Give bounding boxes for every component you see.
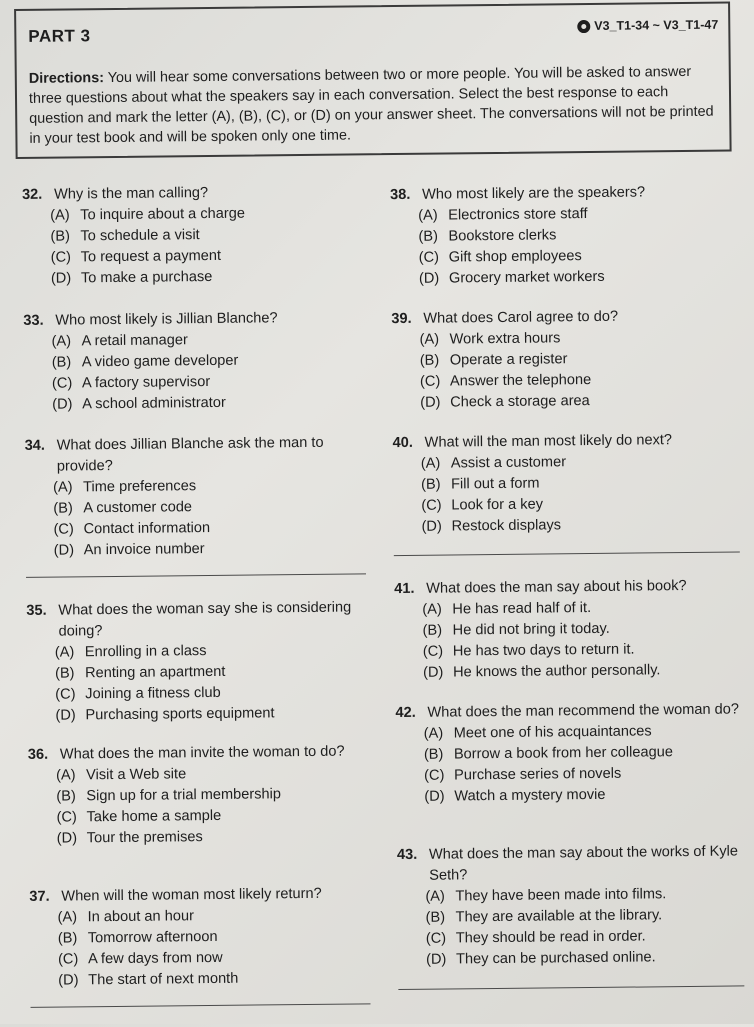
option-letter: (D) <box>425 951 447 968</box>
question-text: What does Jillian Blanche ask the man to provide? <box>56 434 324 475</box>
option-text: Tomorrow afternoon <box>87 928 218 947</box>
question-text: What does the man say about the works of Kyle Seth? <box>428 843 739 884</box>
option-d <box>58 968 323 992</box>
option-text: To make a purchase <box>80 268 213 287</box>
option-text: Purchasing sports equipment <box>85 705 275 724</box>
option-letter: (D) <box>418 270 440 287</box>
section-divider <box>26 573 366 578</box>
option-c <box>421 493 673 517</box>
option-text: A few days from now <box>87 949 223 968</box>
option-letter: (A) <box>420 455 441 472</box>
option-a <box>419 328 618 351</box>
option-text: They can be purchased online. <box>455 949 656 968</box>
option-text: They have been made into films. <box>455 886 667 905</box>
option-text: Watch a mystery movie <box>454 786 606 805</box>
question-35 <box>26 597 377 727</box>
option-text: Contact information <box>83 519 211 538</box>
option-letter: (B) <box>56 788 76 805</box>
option-letter: (B) <box>51 354 72 371</box>
question-text: What does the man say about his book? <box>426 578 687 597</box>
question-33 <box>23 308 278 416</box>
option-text: They should be read in order. <box>455 928 646 947</box>
question-number: 35. <box>26 602 47 619</box>
option-text: Borrow a book from her colleague <box>453 744 674 763</box>
option-text: A factory supervisor <box>81 373 211 392</box>
question-number: 36. <box>27 746 49 763</box>
option-b <box>56 784 345 808</box>
question-number: 33. <box>23 312 44 329</box>
option-text: They are available at the library. <box>455 907 663 926</box>
option-text: Operate a register <box>449 351 568 369</box>
question-text: Who most likely are the speakers? <box>421 184 646 203</box>
option-letter: (A) <box>419 331 440 348</box>
option-letter: (D) <box>53 542 75 559</box>
option-text: To request a payment <box>80 247 222 266</box>
track-label: V3_T1-34 ~ V3_T1-47 <box>594 17 719 33</box>
option-text: Restock displays <box>451 517 562 535</box>
option-a <box>56 763 345 787</box>
option-text: Answer the telephone <box>449 371 592 390</box>
option-letter: (B) <box>57 930 78 947</box>
question-number: 37. <box>29 888 50 905</box>
option-d <box>421 514 673 538</box>
option-letter: (A) <box>50 207 70 224</box>
option-text: Meet one of his acquaintances <box>453 723 652 742</box>
option-text: He did not bring it today. <box>452 620 610 639</box>
audio-track <box>577 18 718 33</box>
option-text: Visit a Web site <box>86 766 187 784</box>
directions-label: Directions: <box>28 70 105 87</box>
option-text: Joining a fitness club <box>85 684 221 703</box>
option-letter: (B) <box>422 622 443 639</box>
option-c <box>423 639 688 663</box>
option-letter: (C) <box>425 930 447 947</box>
option-letter: (D) <box>52 396 73 413</box>
option-letter: (D) <box>56 830 78 847</box>
option-letter: (C) <box>53 521 74 538</box>
option-c <box>419 245 646 268</box>
question-text: What does the woman say she is considering doing? <box>58 599 352 640</box>
option-text: A video game developer <box>81 352 239 371</box>
question-number: 32. <box>21 186 43 203</box>
question-number: 42. <box>395 704 416 722</box>
option-letter: (C) <box>57 951 79 968</box>
question-text: Why is the man calling? <box>53 184 209 203</box>
option-letter: (B) <box>53 500 73 517</box>
option-letter: (D) <box>420 394 441 411</box>
option-letter: (B) <box>54 665 75 682</box>
option-letter: (C) <box>55 686 76 703</box>
option-letter: (B) <box>419 352 440 369</box>
option-text: To inquire about a charge <box>80 205 246 224</box>
option-b <box>421 472 673 496</box>
question-text: What does Carol agree to do? <box>423 308 619 327</box>
question-text: What will the man most likely do next? <box>424 432 673 451</box>
option-text: Grocery market workers <box>448 268 605 287</box>
option-letter: (A) <box>54 644 75 661</box>
question-text: Who most likely is Jillian Blanche? <box>55 310 278 329</box>
option-text: Fill out a form <box>450 475 540 493</box>
option-text: Take home a sample <box>86 807 222 826</box>
directions <box>29 62 720 149</box>
option-letter: (D) <box>422 664 444 681</box>
option-text: A retail manager <box>81 332 188 350</box>
option-text: A school administrator <box>82 394 226 413</box>
option-letter: (C) <box>51 375 73 392</box>
question-38 <box>390 182 646 290</box>
option-text: Electronics store staff <box>448 206 588 224</box>
question-42 <box>395 699 740 808</box>
option-d <box>419 266 646 289</box>
option-text: Check a storage area <box>450 393 590 411</box>
question-34 <box>25 432 376 562</box>
option-c <box>58 947 323 971</box>
option-a <box>421 451 673 475</box>
option-c <box>51 246 246 269</box>
option-letter: (A) <box>53 479 73 496</box>
part-title: PART 3 <box>28 26 91 46</box>
question-37 <box>29 884 322 992</box>
option-letter: (D) <box>55 707 76 724</box>
option-d <box>52 392 278 415</box>
option-text: Sign up for a trial membership <box>86 786 282 805</box>
directions-text: You will hear some conversations between two or more people. You will be asked to answer three questions about what the speakers say in each conversation. Select the best response to each question and mark the letter (A), (B), (C), or (D) on your answer sheet. The conversations will not be printed in your test book and will be spoken only one time. <box>28 63 714 147</box>
option-letter: (A) <box>423 725 444 742</box>
option-c <box>56 805 345 829</box>
option-d <box>57 826 346 850</box>
option-letter: (A) <box>425 888 445 905</box>
option-b <box>423 618 688 642</box>
option-a <box>50 204 245 227</box>
option-b <box>52 350 278 373</box>
option-d <box>55 702 377 726</box>
option-text: Work extra hours <box>449 330 561 348</box>
option-letter: (C) <box>50 249 72 266</box>
option-text: Enrolling in a class <box>84 643 207 661</box>
option-text: Assist a customer <box>450 454 567 472</box>
option-letter: (B) <box>423 746 444 763</box>
question-text: What does the man invite the woman to do? <box>59 743 345 763</box>
option-text: Gift shop employees <box>448 248 582 266</box>
option-text: Time preferences <box>83 478 197 496</box>
option-letter: (C) <box>424 767 445 784</box>
option-letter: (A) <box>57 909 78 926</box>
option-text: Bookstore clerks <box>448 227 557 245</box>
option-letter: (A) <box>51 333 72 350</box>
question-43 <box>397 841 748 971</box>
option-a <box>51 329 277 352</box>
option-a <box>422 597 687 621</box>
option-text: A customer code <box>83 499 193 517</box>
option-letter: (D) <box>424 788 445 805</box>
option-letter: (A) <box>418 207 438 224</box>
option-letter: (B) <box>50 228 71 245</box>
option-letter: (C) <box>418 249 440 266</box>
option-letter: (A) <box>56 767 76 784</box>
section-divider <box>394 551 740 556</box>
option-d <box>54 537 376 561</box>
option-letter: (B) <box>418 228 439 245</box>
option-c <box>52 371 278 394</box>
option-text: Renting an apartment <box>84 663 226 682</box>
option-text: To schedule a visit <box>80 227 200 245</box>
option-d <box>51 267 246 290</box>
question-number: 40. <box>392 434 414 452</box>
question-number: 43. <box>396 846 418 864</box>
section-divider <box>31 1003 371 1008</box>
option-letter: (A) <box>422 601 442 618</box>
option-text: Purchase series of novels <box>454 765 622 784</box>
option-letter: (B) <box>420 476 441 493</box>
option-letter: (D) <box>58 972 79 989</box>
question-41 <box>394 576 688 684</box>
option-text: An invoice number <box>83 541 205 559</box>
question-number: 39. <box>391 310 412 328</box>
option-text: Look for a key <box>451 496 544 514</box>
option-d <box>420 391 619 414</box>
option-b <box>58 926 323 950</box>
option-letter: (C) <box>419 373 441 390</box>
section-divider <box>398 985 744 990</box>
question-39 <box>391 307 619 414</box>
option-letter: (D) <box>421 518 442 535</box>
option-a <box>57 905 322 929</box>
option-letter: (C) <box>56 809 77 826</box>
option-a <box>418 203 645 226</box>
option-letter: (C) <box>422 643 444 660</box>
option-letter: (B) <box>425 909 446 926</box>
question-number: 34. <box>24 437 46 454</box>
question-32 <box>22 183 246 290</box>
option-d <box>423 660 688 684</box>
option-text: He knows the author personally. <box>452 662 661 681</box>
option-c <box>420 370 619 393</box>
question-number: 38. <box>389 186 411 204</box>
question-36 <box>28 742 346 850</box>
option-letter: (D) <box>50 270 72 287</box>
option-d <box>424 783 740 807</box>
question-text: What does the man recommend the woman do? <box>427 701 740 721</box>
option-b <box>420 349 619 372</box>
option-d <box>426 946 748 970</box>
question-text: When will the woman most likely return? <box>61 885 322 905</box>
option-b <box>50 225 245 248</box>
option-text: He has read half of it. <box>452 600 592 618</box>
option-b <box>418 224 645 247</box>
option-text: The start of next month <box>88 970 239 989</box>
question-40 <box>393 430 673 538</box>
question-number: 41. <box>394 580 415 598</box>
directions-box <box>14 2 732 159</box>
option-letter: (C) <box>421 497 442 514</box>
option-text: Tour the premises <box>86 829 203 847</box>
option-text: He has two days to return it. <box>452 641 635 660</box>
option-text: In about an hour <box>87 908 194 926</box>
audio-disc-icon <box>577 19 590 32</box>
